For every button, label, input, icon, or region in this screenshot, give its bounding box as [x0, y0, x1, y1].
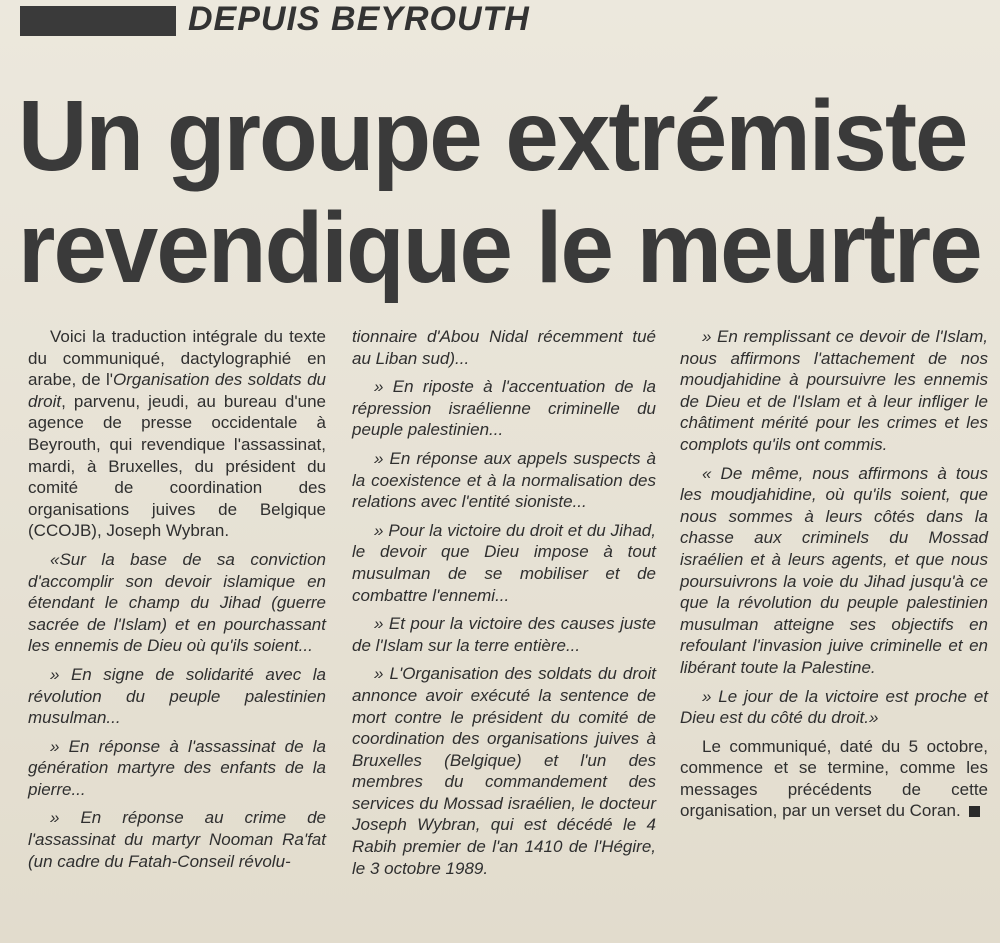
- kicker: DEPUIS BEYROUTH: [188, 0, 530, 38]
- organisation-name: Organisation des soldats du droit: [28, 370, 326, 411]
- paragraph: «Sur la base de sa conviction d'accomplir son devoir islamique en étendant le champ du Jihad (guerre sacrée de l'Islam) et en pourchassant les ennemis de Dieu où qu'ils soient...: [28, 549, 326, 656]
- paragraph: » En riposte à l'accentuation de la répression israélienne criminelle du peuple palestinien...: [352, 377, 656, 440]
- column-2: [352, 326, 656, 886]
- paragraph: » Et pour la victoire des causes juste de l'Islam sur la terre entière...: [352, 614, 656, 655]
- paragraph: » En réponse à l'assassinat de la génération martyre des enfants de la pierre...: [28, 736, 326, 799]
- column-3: [680, 326, 988, 829]
- headline: [18, 80, 981, 304]
- paragraph: « De même, nous affirmons à tous les moudjahidine, où qu'ils soient, que nous sommes à leurs côtés dans la chasse aux criminels du Mossad israélien et à leurs agents, et que nous poursuivrons la voie du Jihad jusqu'à ce que la révolution du peuple palestinien musulman atteigne ses objectifs en refoulant l'invasion juive criminelle et en libérant toute la Palestine.: [680, 463, 988, 677]
- paragraph: tionnaire d'Abou Nidal récemment tué au Liban sud)...: [352, 327, 656, 368]
- paragraph: Voici la traduction intégrale du texte du communiqué, dactylographié en arabe, de l'Organisation des soldats du droit, parvenu, jeudi, au bureau d'une agence de presse occidentale à Beyrouth, qui revendique l'assassinat, mardi, à Bruxelles, du président du comité de coordination des organisations juives de Belgique (CCOJB), Joseph Wybran.: [28, 327, 326, 541]
- column-1: [28, 326, 326, 879]
- headline-line-2: revendique le meurtre: [18, 192, 981, 304]
- paragraph: » En réponse aux appels suspects à la coexistence et à la normalisation des relations avec l'entité sioniste...: [352, 448, 656, 512]
- paragraph: » En remplissant ce devoir de l'Islam, nous affirmons l'attachement de nos moudjahidine à poursuivre les ennemis de Dieu et de l'Islam et à leur infliger le châtiment mérité pour les crimes et les complots qu'ils ont commis.: [680, 327, 988, 454]
- paragraph: » En réponse au crime de l'assassinat du martyr Nooman Ra'fat (un cadre du Fatah-Conseil révolu-: [28, 808, 326, 871]
- end-mark-icon: [969, 806, 980, 817]
- paragraph: » Pour la victoire du droit et du Jihad, le devoir que Dieu impose à tout musulman de se mobiliser et de combattre l'ennemi...: [352, 520, 656, 605]
- paragraph: Le communiqué, daté du 5 octobre, commence et se termine, comme les messages précédents de cette organisation, par un verset du Coran.: [680, 736, 988, 821]
- paragraph: » Le jour de la victoire est proche et Dieu est du côté du droit.»: [680, 686, 988, 728]
- paragraph: » L'Organisation des soldats du droit annonce avoir exécuté la sentence de mort contre le président du comité de coordination des organisations juives à Bruxelles (Belgique) et l'un des membres du commandement des services du Mossad israélien, le docteur Joseph Wybran, qui est décédé le 4 Rabih premier de l'an 1410 de l'Hégire, le 3 octobre 1989.: [352, 664, 656, 878]
- paragraph: » En signe de solidarité avec la révolution du peuple palestinien musulman...: [28, 664, 326, 728]
- kicker-bar: [20, 6, 176, 36]
- headline-line-1: Un groupe extrémiste: [18, 80, 967, 192]
